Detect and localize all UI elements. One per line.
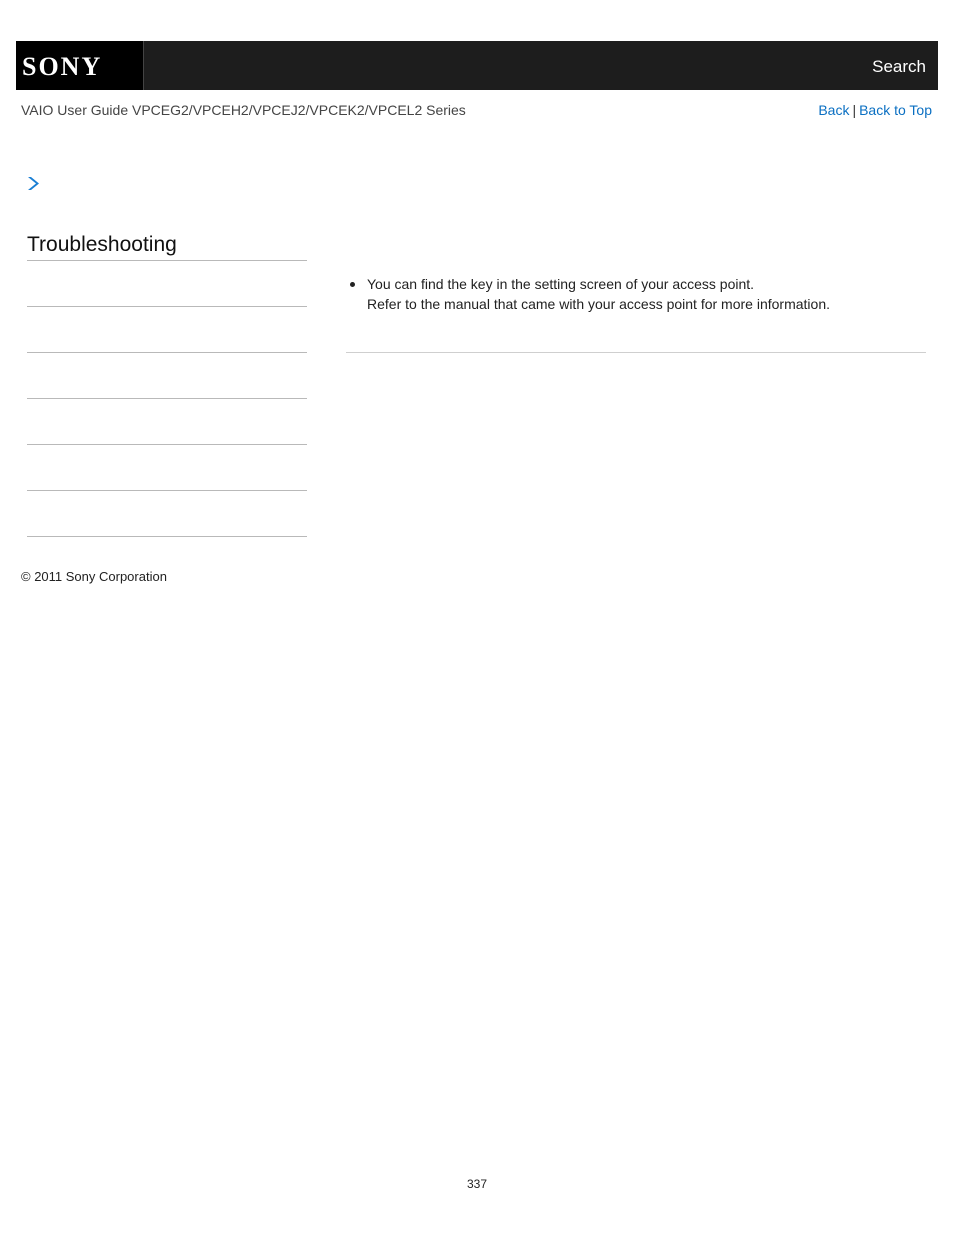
back-link[interactable]: Back xyxy=(818,102,850,118)
guide-title: VAIO User Guide VPCEG2/VPCEH2/VPCEJ2/VPCEK2/VPCEL2 Series xyxy=(21,102,466,118)
sidebar-item[interactable] xyxy=(27,491,307,537)
nav-separator: | xyxy=(852,102,857,118)
bullet-dot-icon xyxy=(350,282,355,287)
sidebar-item[interactable] xyxy=(27,353,307,399)
back-to-top-link[interactable]: Back to Top xyxy=(859,102,932,118)
sidebar-item[interactable] xyxy=(27,261,307,307)
content-divider xyxy=(346,352,926,353)
bullet-text-line2: Refer to the manual that came with your access point for more information. xyxy=(367,296,830,312)
sidebar-item[interactable] xyxy=(27,307,307,353)
logo-text: SONY xyxy=(22,52,103,81)
bullet-text-line1: You can find the key in the setting screen of your access point. xyxy=(367,276,755,292)
page-number: 337 xyxy=(466,1177,488,1191)
sidebar xyxy=(27,232,307,537)
list-item xyxy=(346,274,926,314)
nav-links xyxy=(818,102,932,118)
main-content xyxy=(346,274,926,314)
sidebar-item[interactable] xyxy=(27,399,307,445)
sidebar-item[interactable] xyxy=(27,445,307,491)
search-link[interactable]: Search xyxy=(872,57,926,76)
top-bar xyxy=(16,41,938,90)
sony-logo[interactable] xyxy=(16,41,144,90)
copyright: © 2011 Sony Corporation xyxy=(21,569,167,584)
chevron-right-icon[interactable] xyxy=(25,175,41,192)
sidebar-title: Troubleshooting xyxy=(27,232,307,261)
bullet-list xyxy=(346,274,926,314)
